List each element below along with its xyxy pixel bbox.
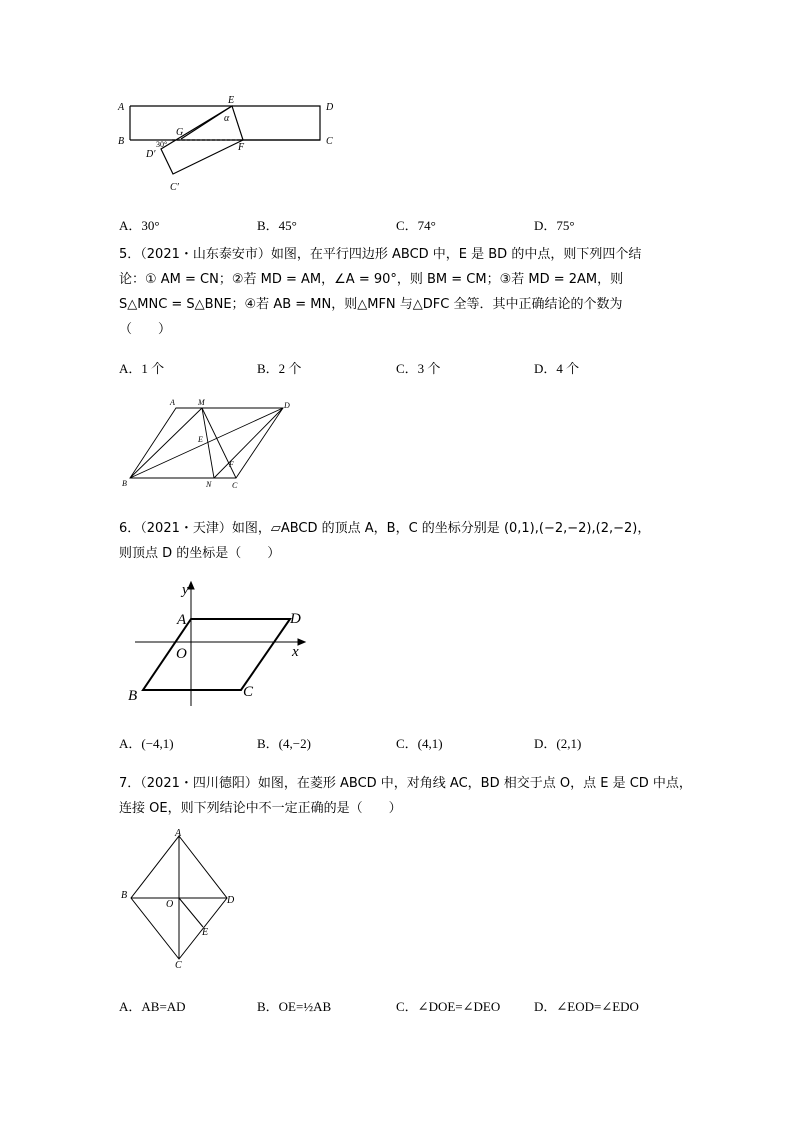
- q4-label-G: G: [176, 127, 184, 138]
- q4-label-alpha: α: [224, 113, 230, 124]
- q7-label-A: A: [175, 828, 182, 839]
- q6-label-B: B: [128, 688, 138, 704]
- q4-label-Cprime: C′: [170, 182, 179, 193]
- q4-label-D: D: [326, 102, 334, 113]
- q6-label-y: y: [182, 582, 189, 598]
- q7-label-O: O: [166, 899, 174, 910]
- q7-option-a[interactable]: A．AB=AD: [119, 999, 186, 1014]
- q5-line-4: （ ）: [119, 322, 172, 337]
- q6-stem: [119, 516, 679, 566]
- q6-figure: [125, 580, 310, 708]
- q5-label-N: N: [206, 480, 212, 489]
- q7-label-B: B: [121, 890, 128, 901]
- q6-line-1: 6．（2021・天津）如图，▱ABCD 的顶点 A，B，C 的坐标分别是 (0,1),(−2,−2),(2,−2)，: [119, 521, 651, 536]
- q4-label-C: C: [326, 136, 333, 147]
- q6-option-d[interactable]: D．(2,1): [534, 736, 582, 751]
- q5-label-F: F: [229, 460, 234, 469]
- q5-label-E: E: [198, 435, 203, 444]
- q6-option-b[interactable]: B．(4,−2): [257, 736, 311, 751]
- q7-line-2: 连接 OE，则下列结论中不一定正确的是（ ）: [119, 801, 402, 816]
- q5-line-1: 5．（2021・山东泰安市）如图，在平行四边形 ABCD 中，E 是 BD 的中点，则下列四个结: [119, 247, 642, 262]
- q7-label-D: D: [227, 895, 235, 906]
- q4-label-A: A: [118, 102, 125, 113]
- q4-option-d[interactable]: D．75°: [534, 218, 575, 233]
- q7-line-1: 7．（2021・四川德阳）如图，在菱形 ABCD 中，对角线 AC，BD 相交于点 O，点 E 是 CD 中点，: [119, 776, 692, 791]
- q6-parallelogram: [143, 619, 290, 690]
- q5-figure: [118, 393, 298, 493]
- q7-label-C: C: [175, 960, 182, 971]
- q7-option-d[interactable]: D．∠EOD=∠EDO: [534, 999, 639, 1014]
- q5-label-B: B: [122, 479, 127, 488]
- q4-label-E: E: [228, 95, 235, 106]
- q5-label-A: A: [170, 398, 175, 407]
- q7-option-b[interactable]: B．OE=½AB: [257, 999, 332, 1014]
- q4-label-B: B: [118, 136, 125, 147]
- q6-option-a[interactable]: A．(−4,1): [119, 736, 174, 751]
- q4-option-a[interactable]: A．30°: [119, 218, 160, 233]
- q5-option-b[interactable]: B．2 个: [257, 361, 302, 376]
- q6-label-A: A: [177, 612, 187, 628]
- q6-label-D: D: [290, 611, 301, 627]
- q7-option-c[interactable]: C．∠DOE=∠DEO: [396, 999, 501, 1014]
- q5-stem: [119, 242, 679, 342]
- q6-line-2: 则顶点 D 的坐标是（ ）: [119, 546, 281, 561]
- q7-label-E: E: [202, 927, 209, 938]
- q4-option-c[interactable]: C．74°: [396, 218, 436, 233]
- q7-stem: [119, 771, 692, 821]
- q4-label-F: F: [238, 142, 245, 153]
- q5-line-2: 论：① AM = CN；②若 MD = AM，∠A = 90°，则 BM = CM；③若 MD = 2AM，则: [119, 272, 624, 287]
- q4-label-angle: 30°: [156, 140, 168, 149]
- q5-label-D: D: [284, 401, 290, 410]
- q6-label-C: C: [243, 684, 254, 700]
- q6-label-x: x: [292, 644, 299, 660]
- q5-option-d[interactable]: D．4 个: [534, 361, 580, 376]
- q5-line-3: S△MNC = S△BNE；④若 AB = MN，则△MFN 与△DFC 全等．其中正确结论的个数为: [119, 297, 623, 312]
- q5-label-M: M: [198, 398, 205, 407]
- q6-label-O: O: [176, 646, 187, 662]
- q6-option-c[interactable]: C．(4,1): [396, 736, 443, 751]
- q4-figure: [110, 90, 350, 200]
- q5-label-C: C: [232, 481, 238, 490]
- q5-option-c[interactable]: C．3 个: [396, 361, 441, 376]
- q7-figure: [115, 826, 245, 971]
- q4-label-Dprime: D′: [146, 149, 156, 160]
- q4-option-b[interactable]: B．45°: [257, 218, 297, 233]
- q5-option-a[interactable]: A．1 个: [119, 361, 165, 376]
